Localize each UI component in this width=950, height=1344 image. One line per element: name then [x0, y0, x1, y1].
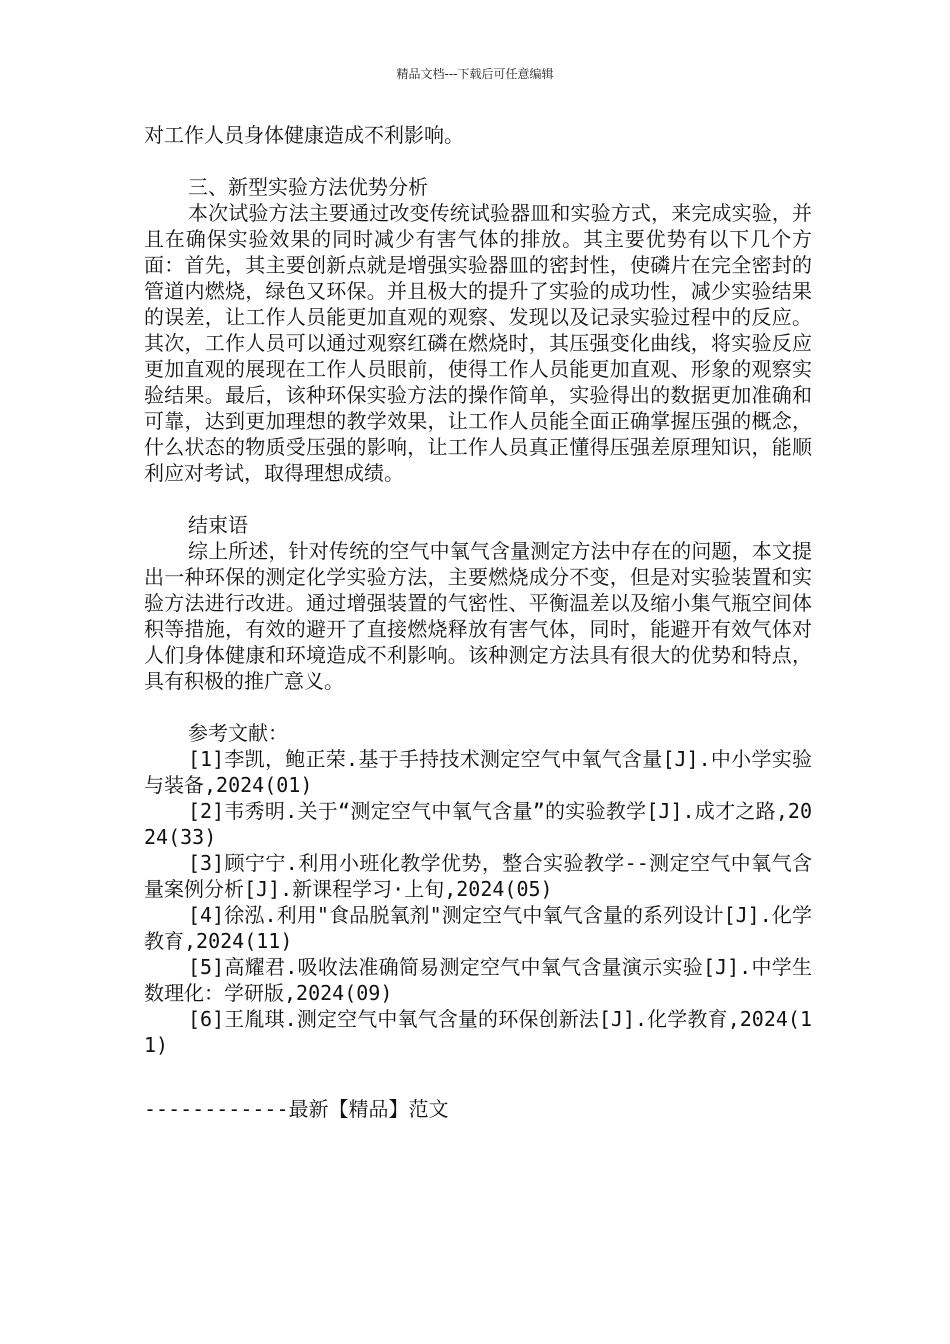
- reference-item-4: [4]徐泓.利用"食品脱氧剂"测定空气中氧气含量的系列设计[J].化学教育,2024(11): [144, 903, 812, 953]
- references-heading: 参考文献：: [188, 721, 288, 745]
- reference-item-3: [3]顾宁宁.利用小班化教学优势，整合实验教学--测定空气中氧气含量案例分析[J].新课程学习·上旬,2024(05): [144, 851, 812, 901]
- spacer: [144, 694, 812, 720]
- spacer: [144, 486, 812, 512]
- section-heading-conclusion: 结束语: [188, 513, 248, 537]
- spacer: [144, 148, 812, 174]
- section-paragraph-advantages: 本次试验方法主要通过改变传统试验器皿和实验方式，来完成实验，并且在确保实验效果的同时减少有害气体的排放。其主要优势有以下几个方面：首先，其主要创新点就是增强实验器皿的密封性，使磷片在完全密封的管道内燃烧，绿色又环保。并且极大的提升了实验的成功性，减少实验结果的误差，让工作人员能更加直观的观察、发现以及记录实验过程中的反应。其次，工作人员可以通过观察红磷在燃烧时，其压强变化曲线，将实验反应更加直观的展现在工作人员眼前，使得工作人员能更加直观、形象的观察实验结果。最后，该种环保实验方法的操作简单，实验得出的数据更加准确和可靠，达到更加理想的教学效果，让工作人员能全面正确掌握压强的概念，什么状态的物质受压强的影响，让工作人员真正懂得压强差原理知识，能顺利应对考试，取得理想成绩。: [144, 201, 812, 485]
- page-header: 精品文档---下载后可任意编辑: [396, 67, 554, 81]
- reference-item-6: [6]王胤琪.测定空气中氧气含量的环保创新法[J].化学教育,2024(11): [144, 1007, 812, 1057]
- reference-item-5: [5]高耀君.吸收法准确简易测定空气中氧气含量演示实验[J].中学生数理化：学研版,2024(09): [144, 955, 812, 1005]
- reference-item-2: [2]韦秀明.关于“测定空气中氧气含量”的实验教学[J].成才之路,2024(33): [144, 799, 812, 849]
- section-paragraph-conclusion: 综上所述，针对传统的空气中氧气含量测定方法中存在的问题，本文提出一种环保的测定化学实验方法，主要燃烧成分不变，但是对实验装置和实验方法进行改进。通过增强装置的气密性、平衡温差以及缩小集气瓶空间体积等措施，有效的避开了直接燃烧释放有害气体，同时，能避开有效气体对人们身体健康和环境造成不利影响。该种测定方法具有很大的优势和特点，具有积极的推广意义。: [144, 539, 812, 693]
- section-heading-advantages: 三、新型实验方法优势分析: [188, 175, 428, 199]
- page-footer: ------------最新【精品】范文: [144, 1097, 449, 1121]
- reference-item-1: [1]李凯，鲍正荣.基于手持技术测定空气中氧气含量[J].中小学实验与装备,2024(01): [144, 747, 812, 797]
- intro-line: 对工作人员身体健康造成不利影响。: [144, 123, 464, 147]
- document-body: [144, 122, 812, 1058]
